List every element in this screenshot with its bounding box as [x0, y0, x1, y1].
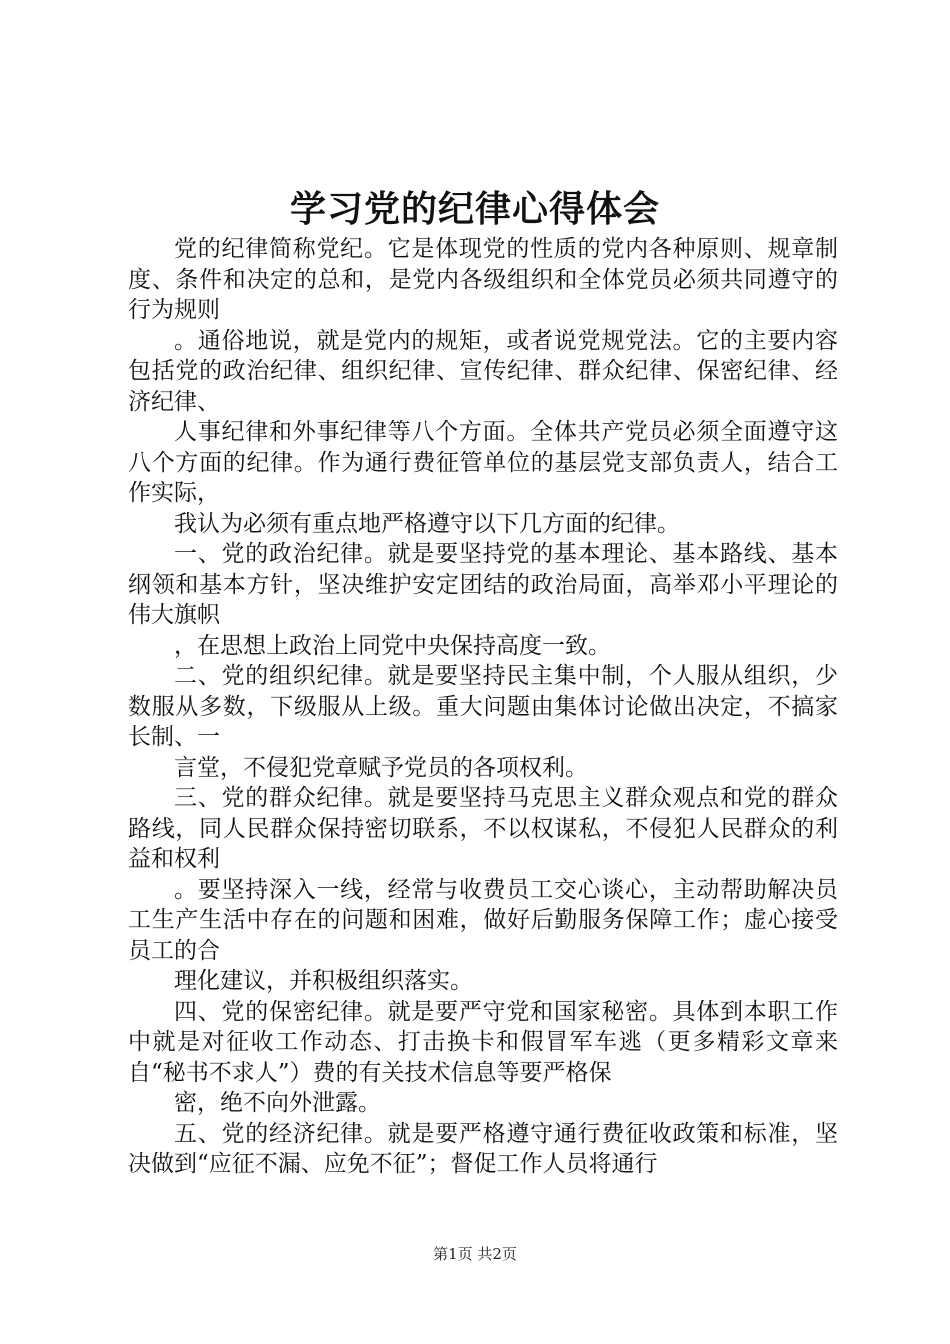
document-body: [128, 234, 838, 1180]
paragraph: 人事纪律和外事纪律等八个方面。全体共产党员必须全面遵守这八个方面的纪律。作为通行费征管单位的基层党支部负责人，结合工作实际，: [128, 419, 838, 506]
document-title: 学习党的纪律心得体会: [289, 188, 660, 230]
page-footer: 第1页 共2页: [433, 1245, 517, 1263]
paragraph: 三、党的群众纪律。就是要坚持马克思主义群众观点和党的群众路线，同人民群众保持密切联系，不以权谋私，不侵犯人民群众的利益和权利: [128, 785, 838, 872]
paragraph: 四、党的保密纪律。就是要严守党和国家秘密。具体到本职工作中就是对征收工作动态、打击换卡和假冒军车逃（更多精彩文章来自“秘书不求人”）费的有关技术信息等要严格保: [128, 998, 838, 1086]
paragraph: 言堂，不侵犯党章赋予党员的各项权利。: [174, 754, 588, 781]
paragraph: 我认为必须有重点地严格遵守以下几方面的纪律。: [174, 510, 680, 537]
paragraph: 一、党的政治纪律。就是要坚持党的基本理论、基本路线、基本纲领和基本方针，坚决维护安定团结的政治局面，高举邓小平理论的伟大旗帜: [128, 541, 838, 628]
paragraph: 理化建议，并积极组织落实。: [174, 968, 473, 994]
paragraph: ，在思想上政治上同党中央保持高度一致。: [174, 632, 611, 659]
paragraph: 党的纪律简称党纪。它是体现党的性质的党内各种原则、规章制度、条件和决定的总和，是党内各级组织和全体党员必须共同遵守的行为规则: [128, 236, 838, 323]
paragraph: 五、党的经济纪律。就是要严格遵守通行费征收政策和标准，坚决做到“应征不漏、应免不征”；督促工作人员将通行: [128, 1120, 838, 1177]
paragraph: 。要坚持深入一线，经常与收费员工交心谈心，主动帮助解决员工生产生活中存在的问题和困难，做好后勤服务保障工作；虚心接受员工的合: [128, 876, 838, 964]
paragraph: 。通俗地说，就是党内的规矩，或者说党规党法。它的主要内容包括党的政治纪律、组织纪律、宣传纪律、群众纪律、保密纪律、经济纪律、: [128, 327, 838, 415]
paragraph: 二、党的组织纪律。就是要坚持民主集中制，个人服从组织，少数服从多数，下级服从上级。重大问题由集体讨论做出决定，不搞家长制、一: [128, 663, 838, 750]
paragraph: 密，绝不向外泄露。: [174, 1090, 381, 1116]
